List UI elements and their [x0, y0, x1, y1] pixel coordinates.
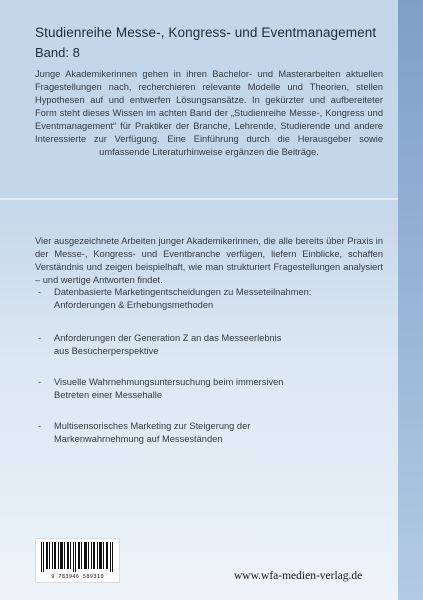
list-item — [38, 376, 283, 402]
list-item — [38, 420, 250, 446]
topic-line-1: Multisensorisches Marketing zur Steigerung der — [54, 421, 251, 431]
isbn-barcode — [35, 538, 120, 583]
book-spine — [398, 0, 423, 600]
series-title: Studienreihe Messe-, Kongress- und Eventmanagement — [35, 25, 377, 40]
topic-line-2: Markenwahrnehmung auf Messeständen — [54, 434, 223, 444]
isbn-digits: 9 783946 589310 — [51, 574, 104, 580]
bullet-dash: - — [38, 287, 42, 297]
bullet-dash: - — [38, 333, 42, 343]
topic-line-1: Visuelle Wahrnehmungsuntersuchung beim immersiven — [54, 377, 284, 387]
topic-line-1: Datenbasierte Marketingentscheidungen zu Messeteilnahmen: — [54, 287, 312, 297]
intro-paragraph: Junge Akademikerinnen gehen in ihren Bachelor- und Masterarbeiten aktuellen Fragestellungen nach, recherchieren relevante Modelle und Theorien, stellen Hypothesen auf und entwerfen Lösungsansätze. In gekürzter und aufbereiteter Form steht dieses Wissen im achten Band der „Studienreihe Messe-, Kongress und Eventmanagement“ für Praktiker der Branche, Lehrende, Studierende und andere Interessierte zur Verfügung. Eine Einführung durch die Herausgeber sowie umfassende Literaturhinweise ergänzen die Beiträge. — [35, 69, 383, 157]
lead-paragraph: Vier ausgezeichnete Arbeiten junger Akademikerinnen, die alle bereits über Praxis in der Messe-, Kongress- und Eventbranche verfügen, liefern Einblicke, schaffen Verständnis und zeigen beispielhaft, wie man strukturiert Fragestellungen analysiert – und wertige Antworten findet. — [35, 236, 383, 285]
barcode-bars — [39, 542, 116, 572]
topic-line-2: aus Besucherperspektive — [54, 346, 159, 356]
publisher-url[interactable]: www.wfa-medien-verlag.de — [234, 570, 363, 582]
bullet-dash: - — [38, 377, 42, 387]
bullet-dash: - — [38, 421, 42, 431]
topic-line-2: Anforderungen & Erhebungsmethoden — [54, 300, 214, 310]
topic-line-1: Anforderungen der Generation Z an das Messeerlebnis — [54, 333, 282, 343]
panel-divider — [0, 198, 398, 200]
topic-line-2: Betreten einer Messehalle — [54, 390, 163, 400]
list-item — [38, 286, 311, 312]
list-item — [38, 332, 281, 358]
volume-number: Band: 8 — [35, 45, 80, 60]
